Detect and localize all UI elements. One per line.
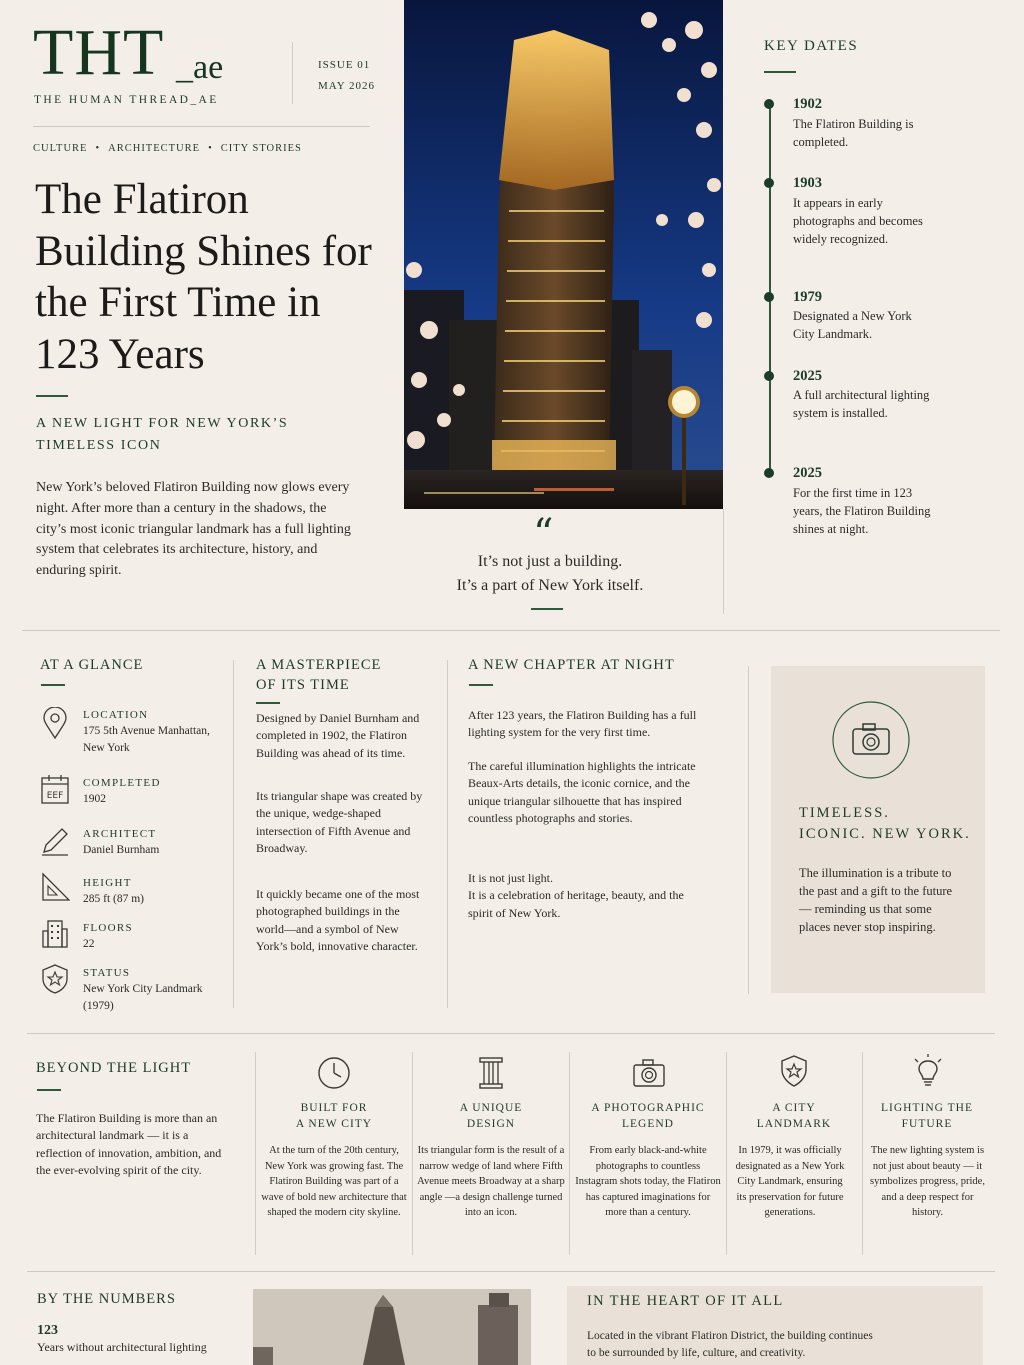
logo: THT	[33, 16, 165, 89]
column-title-line-1: A CITY	[772, 1102, 816, 1114]
hero-photo	[404, 0, 723, 509]
panel-title	[799, 803, 971, 845]
clock-icon	[316, 1055, 352, 1091]
section-rule	[22, 630, 1000, 631]
column-divider	[726, 1052, 727, 1255]
chapter-title: A NEW CHAPTER AT NIGHT	[468, 657, 675, 673]
timeline-year: 2025	[793, 368, 822, 384]
tag-city-stories[interactable]: CITY STORIES	[220, 143, 302, 154]
chapter-paragraph-1: After 123 years, the Flatiron Building has a full lighting system for the very first time.	[468, 708, 697, 740]
section-rule	[27, 1271, 995, 1272]
ruler-triangle-icon	[40, 871, 70, 903]
key-dates-title: KEY DATES	[764, 38, 859, 54]
column-title	[578, 1100, 718, 1132]
glance-label: STATUS	[83, 967, 131, 979]
masterpiece-title-line-2: OF ITS TIME	[256, 677, 350, 693]
column-text: Its triangular form is the result of a narrow wedge of land where Fifth Avenue meets Broadway at a sharp angle —a design challenge turned into an icon.	[417, 1145, 565, 1218]
headline-accent	[36, 395, 68, 397]
glance-label: LOCATION	[83, 709, 149, 721]
issue-date: MAY 2026	[318, 80, 376, 92]
column-text: At the turn of the 20th century, New York was growing fast. The Flatiron Building was part of a wave of bold new architecture that shaped the modern city skyline.	[261, 1145, 407, 1218]
column-title-line-1: BUILT FOR	[300, 1102, 368, 1114]
glance-label: FLOORS	[83, 922, 133, 934]
glance-value: Daniel Burnham	[83, 844, 160, 856]
tag-architecture[interactable]: ARCHITECTURE	[108, 143, 201, 154]
archival-photo	[253, 1289, 531, 1365]
timeline-dot	[764, 371, 774, 381]
column-title-line-1: A UNIQUE	[459, 1102, 523, 1114]
camera-icon	[832, 701, 910, 779]
pull-quote	[420, 550, 680, 597]
column-title-line-1: A PHOTOGRAPHIC	[591, 1102, 705, 1114]
column-icon	[473, 1055, 509, 1091]
column-text: The new lighting system is not just about beauty — it symbolizes progress, pride, and a deep respect for history.	[870, 1145, 985, 1218]
timeline-year: 1903	[793, 175, 822, 191]
quote-mark-icon: “	[533, 511, 554, 557]
column-title	[724, 1100, 864, 1132]
chapter-p3-line-2: It is a celebration of heritage, beauty, and the spirit of New York.	[468, 888, 684, 920]
timeline-year: 2025	[793, 465, 822, 481]
masthead-divider	[292, 42, 293, 104]
location-pin-icon	[40, 707, 70, 739]
glance-value: 285 ft (87 m)	[83, 893, 145, 905]
masterpiece-paragraph-1: Designed by Daniel Burnham and completed in 1902, the Flatiron Building was ahead of its time.	[256, 711, 420, 760]
column-divider	[569, 1052, 570, 1255]
shield-star-icon	[776, 1053, 812, 1089]
chapter-paragraph-2: The careful illumination highlights the intricate Beaux-Arts details, the iconic cornice, and the unique triangular silhouette that has inspired countless photographs and stories.	[468, 759, 696, 826]
masterpiece-paragraph-2: Its triangular shape was created by the unique, wedge-shaped intersection of Fifth Avenue and Broadway.	[256, 789, 423, 856]
quote-accent	[531, 608, 563, 610]
glance-value: 1902	[83, 793, 106, 805]
masterpiece-title	[256, 655, 381, 695]
lightbulb-icon	[910, 1053, 946, 1089]
timeline-text: It appears in early photographs and becomes widely recognized.	[793, 196, 923, 247]
issue-info	[318, 55, 375, 97]
glance-value: 22	[83, 938, 95, 950]
chapter-accent	[469, 684, 493, 686]
column-divider	[412, 1052, 413, 1255]
column-divider	[748, 666, 749, 994]
chapter-p3-line-1: It is not just light.	[468, 871, 554, 885]
masterpiece-paragraph-3: It quickly became one of the most photographed buildings in the world—and a symbol of New York’s bold, innovative character.	[256, 887, 420, 954]
svg-text:EEF: EEF	[46, 791, 64, 801]
tagline: THE HUMAN THREAD_AE	[34, 94, 219, 106]
tribute-panel	[771, 666, 985, 993]
timeline-year: 1902	[793, 96, 822, 112]
timeline-dot	[764, 99, 774, 109]
column-divider	[233, 660, 234, 1008]
beyond-text: The Flatiron Building is more than an architectural landmark — it is a reflection of innovation, ambition, and the ever-evolving spirit of the city.	[36, 1111, 222, 1178]
column-divider	[862, 1052, 863, 1255]
panel-title-line-1: TIMELESS.	[799, 805, 890, 821]
timeline-dot	[764, 468, 774, 478]
timeline-text: The Flatiron Building is completed.	[793, 117, 914, 150]
camera-icon	[631, 1055, 667, 1091]
column-text: From early black-and-white photographs to countless Instagram shots today, the Flatiron has captured imaginations for more than a century.	[575, 1145, 721, 1218]
tag-culture[interactable]: CULTURE	[33, 143, 88, 154]
timeline-text: A full architectural lighting system is installed.	[793, 388, 930, 421]
column-title-line-2: FUTURE	[901, 1118, 953, 1130]
masterpiece-accent	[256, 702, 280, 704]
glance-title: AT A GLANCE	[40, 657, 144, 673]
numbers-value: 123	[37, 1323, 58, 1338]
heart-text: Located in the vibrant Flatiron District, the building continues to be surrounded by life, culture, and creativity.	[587, 1330, 873, 1359]
beyond-title: BEYOND THE LIGHT	[36, 1060, 192, 1076]
building-icon	[40, 917, 70, 949]
column-title	[264, 1100, 404, 1132]
glance-accent	[41, 684, 65, 686]
timeline-line	[769, 104, 771, 472]
category-tags: CULTURE • ARCHITECTURE • CITY STORIES	[33, 143, 302, 154]
headline: The Flatiron Building Shines for the First Time in 123 Years	[35, 176, 372, 378]
panel-title-line-2: ICONIC. NEW YORK.	[799, 826, 971, 842]
lede-paragraph: New York’s beloved Flatiron Building now glows every night. After more than a century in the shadows, the city’s most iconic triangular landmark has a full lighting system that celebrates its architecture, history, and enduring spirit.	[36, 480, 351, 579]
chapter-paragraph-3	[468, 870, 708, 922]
pencil-icon	[40, 825, 70, 857]
quote-divider	[723, 509, 724, 614]
shield-star-icon	[40, 963, 70, 995]
subheadline: A NEW LIGHT FOR NEW YORK’S TIMELESS ICON	[36, 416, 289, 453]
timeline-dot	[764, 178, 774, 188]
key-dates-accent	[764, 71, 796, 73]
numbers-caption: Years without architectural lighting	[37, 1340, 207, 1354]
glance-label: ARCHITECT	[83, 828, 157, 840]
quote-line-1: It’s not just a building.	[477, 553, 623, 570]
quote-line-2: It’s a part of New York itself.	[456, 576, 644, 594]
logo-suffix: _ae	[176, 49, 224, 86]
masthead-rule	[33, 126, 370, 127]
timeline-text: For the first time in 123 years, the Flatiron Building shines at night.	[793, 486, 931, 537]
column-title-line-1: LIGHTING THE	[881, 1102, 973, 1114]
column-title-line-2: LANDMARK	[756, 1118, 832, 1130]
masterpiece-title-line-1: A MASTERPIECE	[256, 657, 382, 673]
panel-text: The illumination is a tribute to the past and a gift to the future — reminding us that some places never stop inspiring.	[799, 866, 953, 934]
timeline-text: Designated a New York City Landmark.	[793, 309, 912, 342]
section-rule	[27, 1033, 995, 1034]
column-divider	[447, 660, 448, 1008]
glance-value: 175 5th Avenue Manhattan, New York	[83, 725, 210, 754]
numbers-title: BY THE NUMBERS	[37, 1291, 176, 1307]
column-title-line-2: LEGEND	[622, 1118, 674, 1130]
timeline-year: 1979	[793, 289, 822, 305]
heart-title: IN THE HEART OF IT ALL	[587, 1293, 784, 1309]
glance-value: New York City Landmark (1979)	[83, 983, 203, 1012]
column-title-line-2: A NEW CITY	[295, 1118, 373, 1130]
beyond-accent	[37, 1089, 61, 1091]
calendar-icon	[40, 773, 70, 805]
heart-panel	[567, 1286, 983, 1365]
column-title	[857, 1100, 997, 1132]
column-divider	[255, 1052, 256, 1255]
column-text: In 1979, it was officially designated as a New York City Landmark, ensuring its preservation for future generations.	[735, 1145, 845, 1218]
issue-number: ISSUE 01	[318, 59, 371, 71]
column-title-line-2: DESIGN	[466, 1118, 516, 1130]
column-title	[421, 1100, 561, 1132]
glance-label: HEIGHT	[83, 877, 132, 889]
timeline-dot	[764, 292, 774, 302]
glance-label: COMPLETED	[83, 777, 161, 789]
